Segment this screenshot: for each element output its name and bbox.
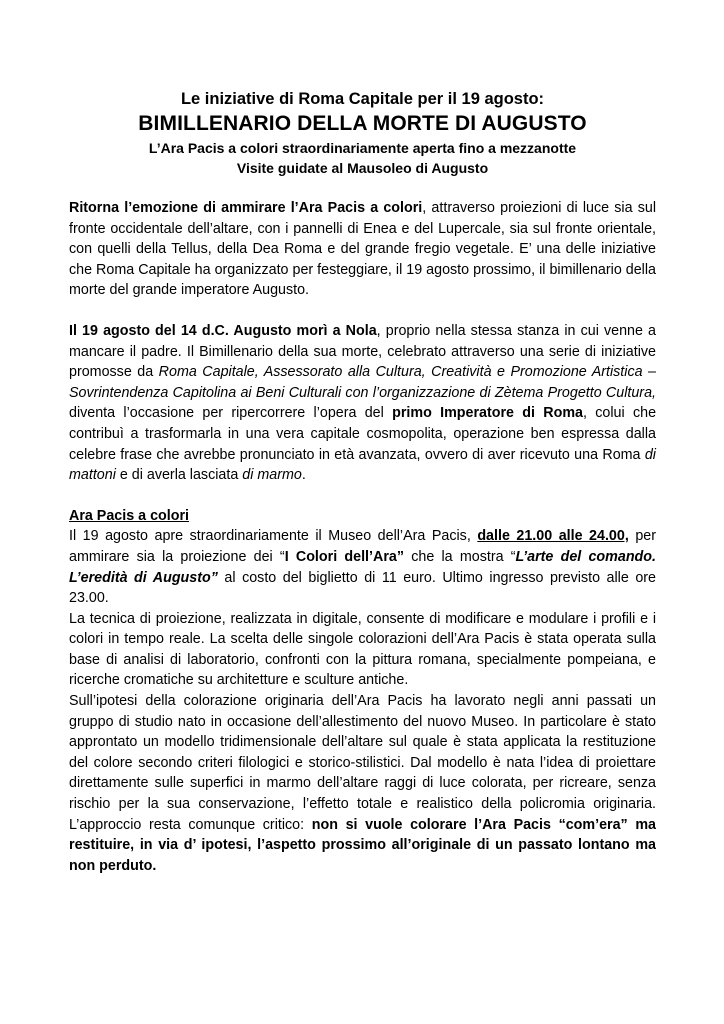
intro-bold-lead: Ritorna l’emozione di ammirare l’Ara Pacis a colori (69, 200, 423, 216)
history-italic-bricks: di mattoni (69, 446, 656, 484)
history-text-4: e di averla lasciata (115, 467, 243, 484)
paragraph-opening (69, 526, 656, 608)
history-italic-marble: di marmo (242, 467, 302, 484)
intro-text: , attraverso proiezioni di luce sia sul fronte occidentale dell’altare, con i pannelli di Enea e del Lupercale, sia sul fronte orientale, con quelli della Tellus, della Dea Roma e del grande fregio vegetale. E’ una delle iniziative che Roma Capitale ha organizzato per festeggiare, il 19 agosto prossimo, il bimillenario della morte del grande imperatore Augusto. (69, 200, 656, 299)
opening-text-2: per ammirare sia la proiezione dei “ (69, 528, 656, 565)
hypothesis-text: Sull’ipotesi della colorazione originaria dell’Ara Pacis ha lavorato negli anni passati un gruppo di studio nato in occasione dell’allestimento del nuovo Museo. In particolare è stato approntato un modello tridimensionale dell’altare sul quale è stata applicata la restituzione del colore secondo criteri filologici e storico-stilistici. Dal modello è nata l’idea di proiettare direttamente sulle superfici in marmo dell’altare raggi di luce colorata, per ricreare, senza rischio per la sua conservazione, l’effetto totale e realistico della policromia originaria. L’approccio resta comunque critico: (69, 693, 656, 833)
history-text-1: , proprio nella stessa stanza in cui venne a mancare il padre. Il Bimillenario della sua morte, celebrato attraverso una serie di iniziative promosse da (69, 322, 656, 381)
hypothesis-bold-conclusion: non si vuole colorare l’Ara Pacis “com’era” ma restituire, in via d’ ipotesi, l’aspetto prossimo all’originale di un passato lontano ma non perduto. (69, 816, 656, 874)
opening-show-name: I Colori dell’Ara” (284, 548, 404, 565)
paragraph-history (69, 321, 656, 486)
paragraph-hypothesis (69, 691, 656, 876)
history-text-2: diventa l’occasione per ripercorrere l’opera del (69, 405, 393, 422)
header-subtitle: Le iniziative di Roma Capitale per il 19 agosto: (180, 90, 545, 108)
document-header (69, 88, 656, 178)
history-bold-emperor: primo Imperatore di Roma (392, 405, 584, 422)
history-text-3: , colui che contribuì a trasformarla in una vera capitale cosmopolita, operazione ben espressa dalla celebre frase che avrebbe pronunciato in età avanzata, ovvero di aver ricevuto una Roma (69, 405, 657, 463)
paragraph-technique: La tecnica di proiezione, realizzata in digitale, consente di modificare e modulare i profili e i colori in tempo reale. La scelta delle singole colorazioni dell’Ara Pacis è stata operata sulla base di analisi di laboratorio, confronti con la pittura romana, specialmente pompeiana, e ricerche cromatiche su architetture e sculture antiche. (69, 610, 656, 689)
opening-hours: dalle 21.00 alle 24.00, (477, 528, 629, 545)
opening-text-4: al costo del biglietto di 11 euro. Ultimo ingresso previsto alle ore 23.00. (69, 569, 657, 607)
opening-exhibition-name: L’arte del comando. L’eredità di Augusto” (69, 548, 656, 586)
opening-text-3: che la mostra “ (404, 548, 516, 565)
history-bold-lead: Il 19 agosto del 14 d.C. Augusto morì a Nola (69, 322, 377, 339)
opening-text-1: Il 19 agosto apre straordinariamente il Museo dell’Ara Pacis, (69, 528, 478, 545)
header-title: BIMILLENARIO DELLA MORTE DI AUGUSTO (138, 112, 587, 135)
paragraph-intro (69, 198, 656, 301)
header-tagline: L’Ara Pacis a colori straordinariamente aperta fino a mezzanotte (148, 140, 577, 156)
history-italic-organizers: Roma Capitale, Assessorato alla Cultura, Creatività e Promozione Artistica – Sovrintendenza Capitolina ai Beni Culturali con l’organizzazione di Zètema Progetto Cultura, (69, 364, 657, 401)
header-tagline-2: Visite guidate al Mausoleo di Augusto (236, 160, 489, 176)
section-title: Ara Pacis a colori (69, 507, 189, 524)
document-body (69, 198, 656, 876)
history-text-5: . (301, 467, 306, 484)
